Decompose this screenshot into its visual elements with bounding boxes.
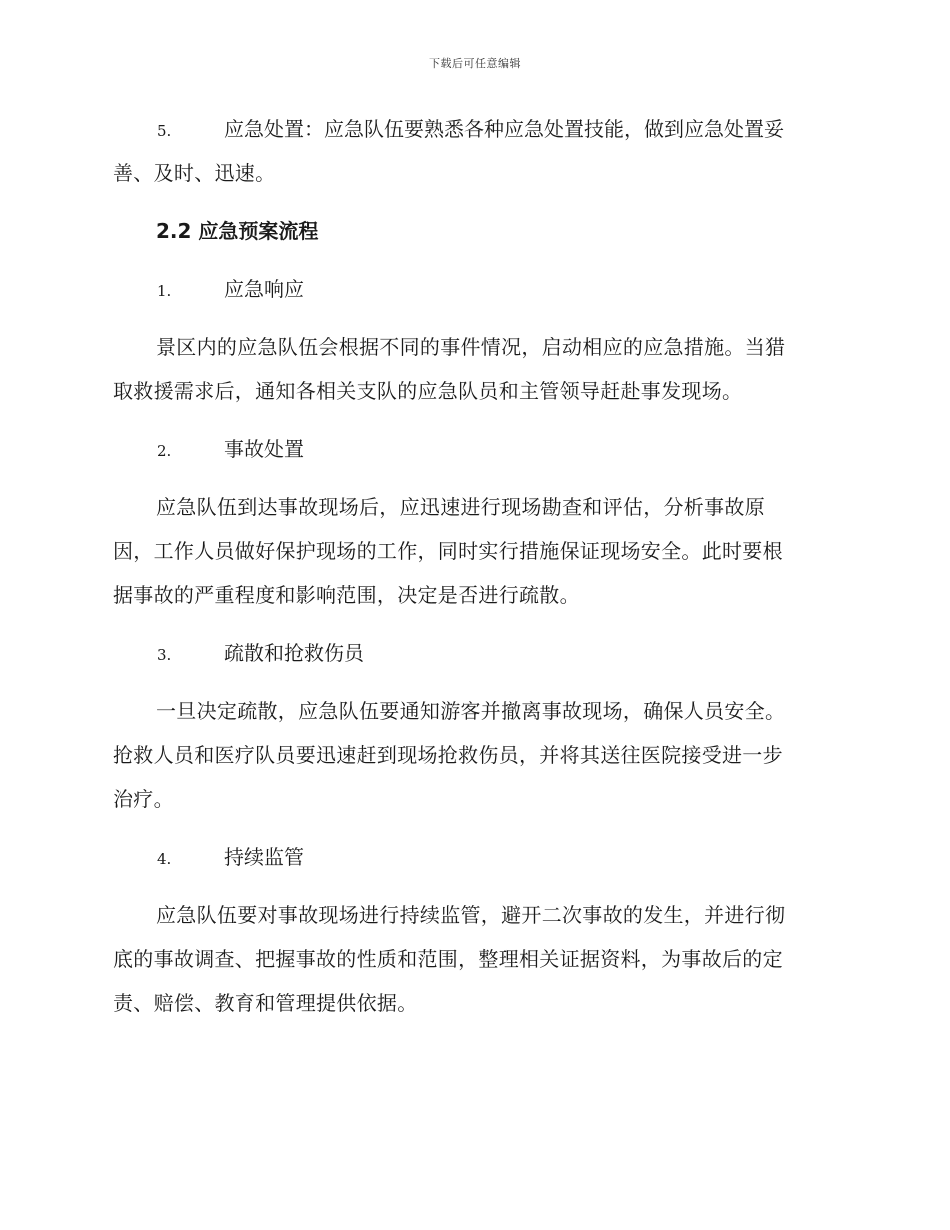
list-item-title: 持续监管 (224, 845, 304, 869)
section-heading: 2.2 应急预案流程 (156, 219, 319, 243)
paragraph-line: 责、赔偿、教育和管理提供依据。 (113, 991, 418, 1015)
paragraph-line: 善、及时、迅速。 (113, 161, 276, 185)
paragraph (113, 325, 833, 413)
paragraph-line: 底的事故调查、把握事故的性质和范围，整理相关证据资料，为事故后的定 (113, 947, 783, 971)
list-item-title: 疏散和抢救伤员 (224, 641, 364, 665)
list-item-heading (113, 427, 833, 471)
list-item-heading (113, 835, 833, 879)
list-item-number: 3. (157, 646, 172, 664)
paragraph-line: 治疗。 (113, 787, 174, 811)
list-item-continuation (113, 151, 833, 195)
page-header: 下载后可任意编辑 (429, 57, 521, 70)
paragraph-line: 因，工作人员做好保护现场的工作，同时实行措施保证现场安全。此时要根 (113, 539, 783, 563)
paragraph-line: 抢救人员和医疗队员要迅速赶到现场抢救伤员，并将其送往医院接受进一步 (113, 743, 783, 767)
paragraph-line: 取救援需求后，通知各相关支队的应急队员和主管领导赶赴事发现场。 (113, 379, 743, 403)
paragraph-line: 据事故的严重程度和影响范围，决定是否进行疏散。 (113, 583, 580, 607)
paragraph-line: 应急队伍要对事故现场进行持续监管，避开二次事故的发生，并进行彻 (156, 903, 786, 927)
list-item-text: 应急处置：应急队伍要熟悉各种应急处置技能，做到应急处置妥 (224, 117, 784, 141)
list-item-3 (113, 631, 833, 821)
list-item-1 (113, 267, 833, 413)
paragraph-line: 一旦决定疏散，应急队伍要通知游客并撤离事故现场，确保人员安全。 (156, 699, 786, 723)
list-item-number: 1. (157, 282, 172, 300)
document-body (113, 107, 833, 1039)
list-item-number: 4. (157, 850, 172, 868)
list-item-heading (113, 267, 833, 311)
paragraph (113, 893, 833, 1025)
list-item-title: 事故处置 (224, 437, 304, 461)
list-item-number: 2. (157, 442, 172, 460)
list-item-title: 应急响应 (224, 277, 304, 301)
paragraph (113, 485, 833, 617)
paragraph-line: 应急队伍到达事故现场后，应迅速进行现场勘查和评估，分析事故原 (156, 495, 765, 519)
list-item-heading (113, 107, 833, 151)
list-item-5 (113, 107, 833, 195)
list-item-number: 5. (157, 122, 172, 140)
list-item-4 (113, 835, 833, 1025)
paragraph (113, 689, 833, 821)
list-item-heading (113, 631, 833, 675)
list-item-2 (113, 427, 833, 617)
paragraph-line: 景区内的应急队伍会根据不同的事件情况，启动相应的应急措施。当猎 (156, 335, 786, 359)
